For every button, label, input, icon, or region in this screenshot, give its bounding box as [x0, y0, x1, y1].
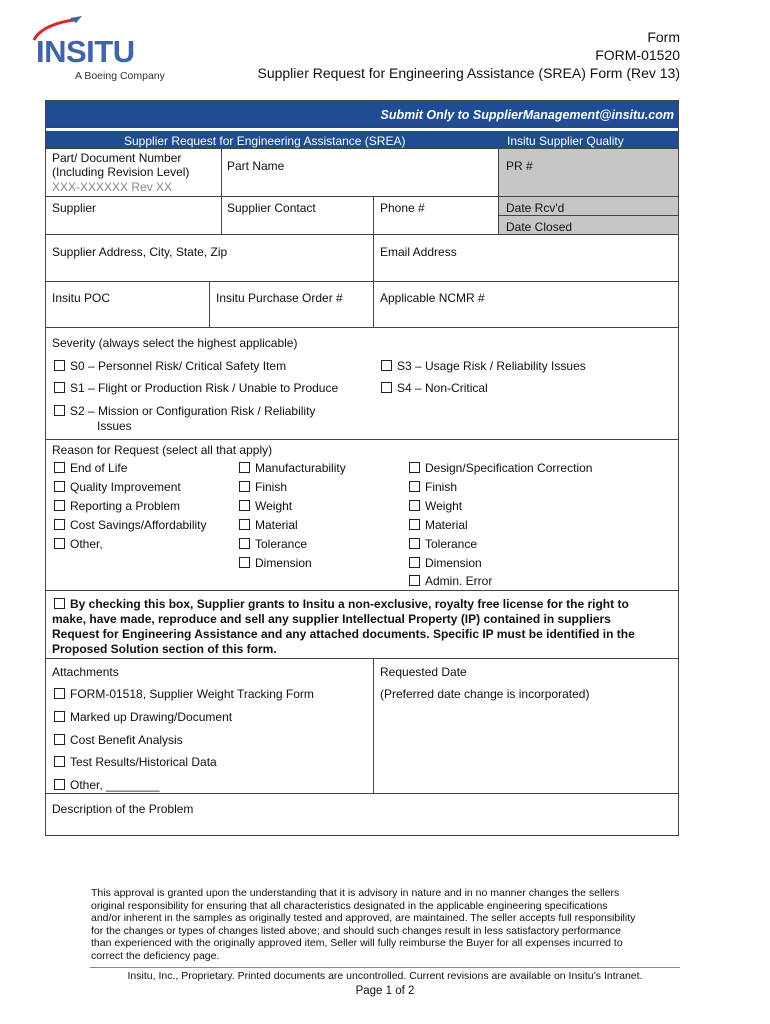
- requested-date-label: Requested Date: [380, 665, 467, 679]
- email-label: Email Address: [380, 245, 457, 259]
- divider: [45, 658, 679, 659]
- severity-s3-label: S3 – Usage Risk / Reliability Issues: [397, 359, 586, 373]
- reason-design-correction-checkbox[interactable]: [409, 462, 420, 473]
- reason-tolerance-checkbox[interactable]: [239, 538, 250, 549]
- severity-title: Severity (always select the highest applicable): [52, 336, 298, 350]
- reason-end-of-life-checkbox[interactable]: [54, 462, 65, 473]
- reason-col1-label: Other,: [70, 537, 103, 551]
- po-label: Insitu Purchase Order #: [216, 291, 343, 305]
- date-closed-label: Date Closed: [506, 220, 573, 234]
- part-doc-label: Part/ Document Number: [52, 151, 182, 165]
- reason-col3-label: Finish: [425, 480, 458, 494]
- reason-col2-label: Manufacturability: [255, 461, 346, 475]
- part-doc-hint: XXX-XXXXXX Rev XX: [52, 180, 173, 194]
- divider: [45, 148, 679, 149]
- reason-weight-checkbox[interactable]: [239, 500, 250, 511]
- divider: [45, 234, 679, 235]
- requested-date-note: (Preferred date change is incorporated): [380, 687, 590, 701]
- reason-design-finish-checkbox[interactable]: [409, 481, 420, 492]
- attachments-title: Attachments: [52, 665, 119, 679]
- license-text-line: make, have made, reproduce and sell any supplier Intellectual Property (IP) contained in suppliers: [52, 612, 611, 626]
- form-number: FORM-01520: [595, 47, 680, 63]
- reason-finish-checkbox[interactable]: [239, 481, 250, 492]
- reason-dimension-checkbox[interactable]: [239, 557, 250, 568]
- company-logo: [30, 14, 170, 84]
- divider: [373, 196, 374, 327]
- disclaimer-line: This approval is granted upon the understanding that it is advisory in nature and in no manner changes the sellers: [91, 887, 620, 899]
- reason-col3-label: Design/Specification Correction: [425, 461, 593, 475]
- disclaimer-line: original responsibility for ensuring that all characteristics designated in the applicable engineering specifications: [91, 899, 608, 912]
- reason-manufacturability-checkbox[interactable]: [239, 462, 250, 473]
- logo-wordmark: INSITU: [36, 34, 135, 69]
- reason-reporting-problem-checkbox[interactable]: [54, 500, 65, 511]
- submit-banner-text: Submit Only to SupplierManagement@insitu.com: [380, 108, 674, 122]
- attachment-label: Cost Benefit Analysis: [70, 733, 183, 747]
- reason-design-dimension-checkbox[interactable]: [409, 557, 420, 568]
- attachment-other-checkbox[interactable]: [54, 779, 65, 790]
- severity-s1-checkbox[interactable]: [54, 382, 65, 393]
- divider: [45, 439, 679, 440]
- disclaimer-paragraph: [91, 887, 691, 962]
- section-left-title: Supplier Request for Engineering Assistance (SREA): [124, 134, 406, 148]
- ncmr-label: Applicable NCMR #: [380, 291, 485, 305]
- severity-s3-checkbox[interactable]: [381, 360, 392, 371]
- part-doc-label-2: (Including Revision Level): [52, 165, 190, 179]
- reason-title: Reason for Request (select all that apply): [52, 443, 273, 457]
- reason-material-checkbox[interactable]: [239, 519, 250, 530]
- phone-label: Phone #: [380, 201, 425, 215]
- reason-col3-label: Weight: [425, 499, 463, 513]
- reason-design-tolerance-checkbox[interactable]: [409, 538, 420, 549]
- reason-col2-label: Tolerance: [255, 537, 308, 551]
- reason-design-material-checkbox[interactable]: [409, 519, 420, 530]
- attachment-label: FORM-01518, Supplier Weight Tracking Form: [70, 687, 314, 701]
- attachment-label: Marked up Drawing/Document: [70, 710, 233, 724]
- reason-cost-savings-checkbox[interactable]: [54, 519, 65, 530]
- form-label: Form: [647, 29, 680, 45]
- attachment-markup-checkbox[interactable]: [54, 711, 65, 722]
- disclaimer-line: for the changes or types of changes listed above; and should such changes result in less satisfactory performance: [91, 924, 621, 937]
- form-title: Supplier Request for Engineering Assistance (SREA) Form (Rev 13): [257, 65, 680, 81]
- divider: [45, 793, 679, 794]
- reason-col2-label: Dimension: [255, 556, 312, 570]
- reason-design-weight-checkbox[interactable]: [409, 500, 420, 511]
- part-name-label: Part Name: [227, 159, 285, 173]
- severity-s2-label-cont: Issues: [97, 419, 132, 433]
- reason-admin-error-checkbox[interactable]: [409, 575, 420, 586]
- reason-col2-label: Weight: [255, 499, 293, 513]
- reason-col2-label: Material: [255, 518, 298, 532]
- severity-s4-checkbox[interactable]: [381, 382, 392, 393]
- reason-quality-improvement-checkbox[interactable]: [54, 481, 65, 492]
- address-label: Supplier Address, City, State, Zip: [52, 245, 228, 259]
- reason-col3-label: Dimension: [425, 556, 482, 570]
- attachment-label: Test Results/Historical Data: [70, 755, 217, 769]
- insitu-poc-label: Insitu POC: [52, 291, 111, 305]
- divider: [209, 281, 210, 327]
- reason-col1-label: End of Life: [70, 461, 128, 475]
- reason-col2-label: Finish: [255, 480, 288, 494]
- severity-s4-label: S4 – Non-Critical: [397, 381, 488, 395]
- divider: [498, 215, 679, 216]
- divider: [45, 281, 679, 282]
- severity-s2-checkbox[interactable]: [54, 405, 65, 416]
- reason-col1-label: Quality Improvement: [70, 480, 181, 494]
- attachment-test-results-checkbox[interactable]: [54, 756, 65, 767]
- divider: [373, 658, 374, 793]
- reason-other-checkbox[interactable]: [54, 538, 65, 549]
- divider: [45, 327, 679, 328]
- reason-col3-label: Tolerance: [425, 537, 478, 551]
- reason-col1-label: Cost Savings/Affordability: [70, 518, 207, 532]
- attachment-cost-benefit-checkbox[interactable]: [54, 734, 65, 745]
- reason-col1-label: Reporting a Problem: [70, 499, 181, 513]
- proprietary-notice: Insitu, Inc., Proprietary. Printed documents are uncontrolled. Current revisions are available on Insitu’s Intranet.: [127, 970, 643, 982]
- divider: [45, 127, 679, 128]
- supplier-contact-label: Supplier Contact: [227, 201, 316, 215]
- logo-subtitle: A Boeing Company: [75, 70, 165, 82]
- license-text-line: Request for Engineering Assistance and any attached documents. Specific IP must be identified in the: [52, 627, 635, 641]
- license-checkbox[interactable]: [54, 598, 65, 609]
- attachment-label: Other, ________: [70, 778, 160, 792]
- disclaimer-line: than experienced with the originally approved item, Seller will fully reimburse the Buyer for all expenses incurred to: [91, 937, 623, 949]
- date-rcvd-label: Date Rcv'd: [506, 201, 565, 215]
- divider: [221, 148, 222, 234]
- severity-s0-label: S0 – Personnel Risk/ Critical Safety Item: [70, 359, 287, 373]
- severity-s1-label: S1 – Flight or Production Risk / Unable to Produce: [70, 381, 339, 395]
- pr-label: PR #: [506, 159, 533, 173]
- disclaimer-line: and/or inherent in the samples as originally tested and approved, are maintained. The seller accepts full responsibility: [91, 912, 636, 924]
- severity-s2-label: S2 – Mission or Configuration Risk / Reliability: [70, 404, 316, 418]
- divider: [45, 196, 679, 197]
- description-label: Description of the Problem: [52, 802, 194, 816]
- section-right-title: Insitu Supplier Quality: [507, 134, 624, 148]
- divider: [498, 148, 499, 234]
- page-number: Page 1 of 2: [355, 985, 415, 997]
- license-text-line: Proposed Solution section of this form.: [52, 642, 277, 656]
- divider: [45, 590, 679, 591]
- attachment-form-01518-checkbox[interactable]: [54, 688, 65, 699]
- footer-divider: [90, 967, 680, 968]
- severity-s0-checkbox[interactable]: [54, 360, 65, 371]
- license-text-line: By checking this box, Supplier grants to Insitu a non-exclusive, royalty free license for the right to: [70, 597, 629, 611]
- reason-col3-label: Material: [425, 518, 468, 532]
- reason-col3-label: Admin. Error: [425, 574, 493, 588]
- supplier-label: Supplier: [52, 201, 97, 215]
- disclaimer-line: correct the deficiency page.: [91, 949, 220, 962]
